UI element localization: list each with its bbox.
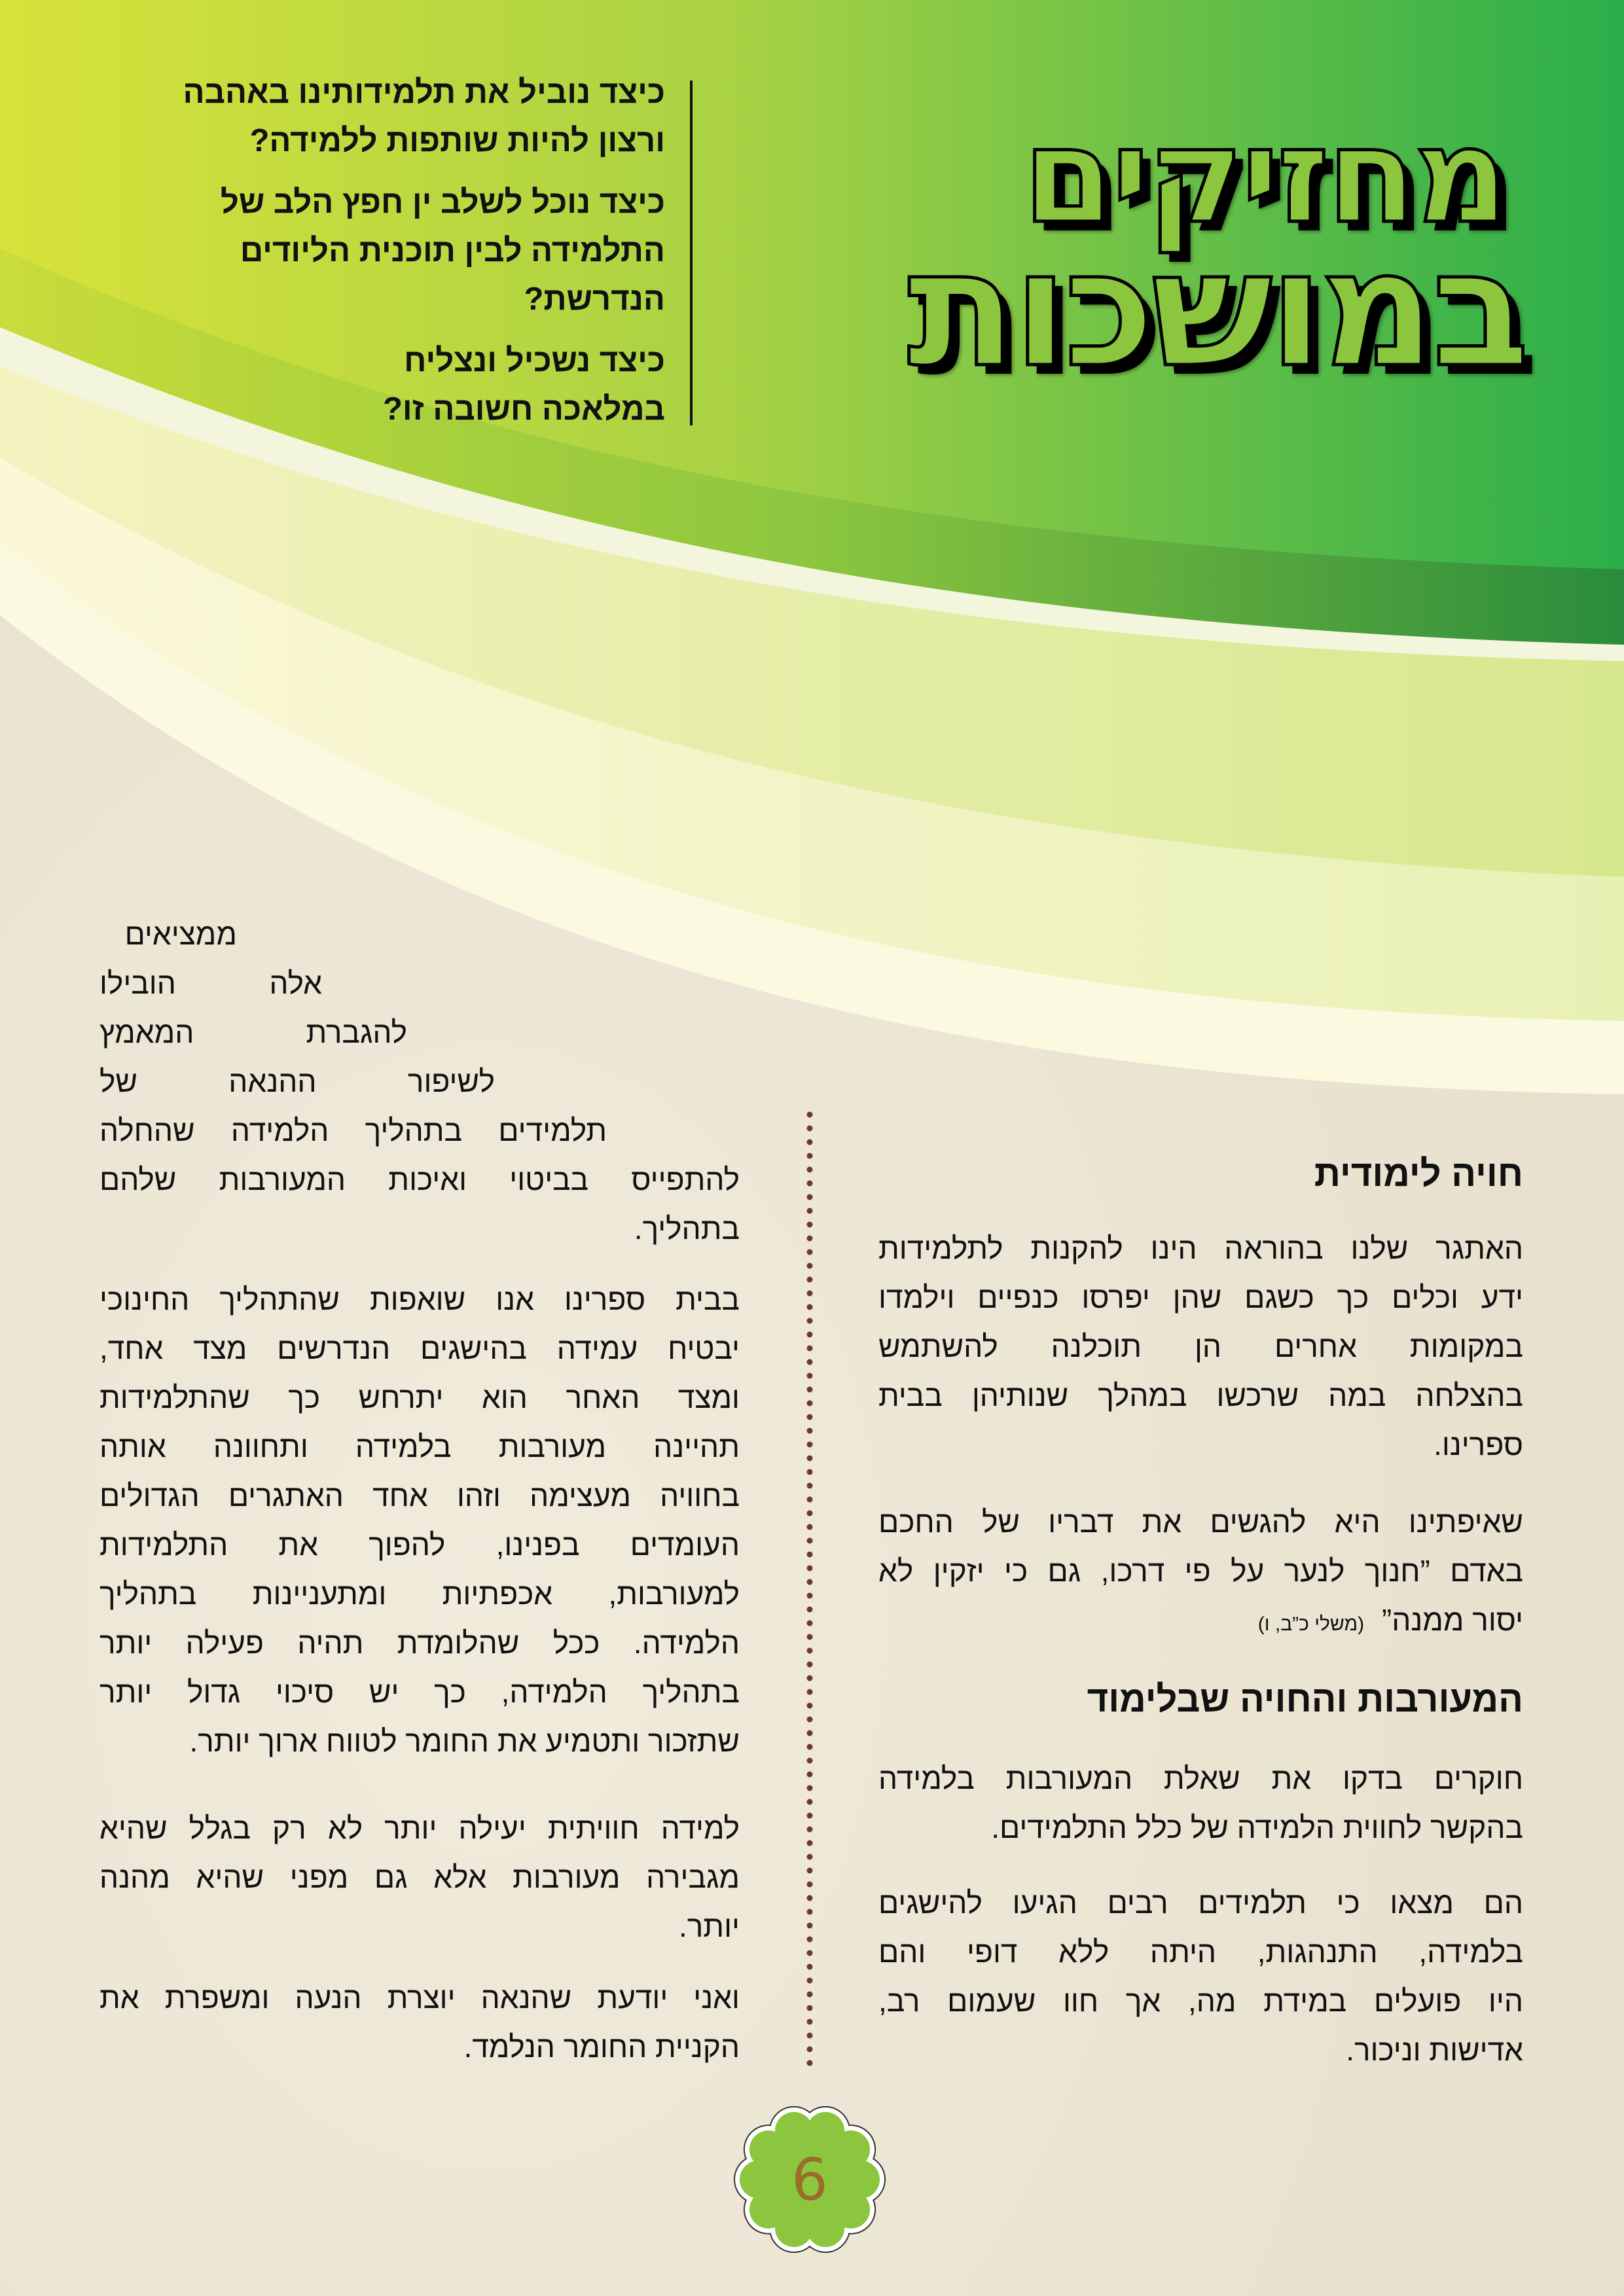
paragraph [99, 1275, 740, 1766]
text-line-content: ממציאים [124, 917, 237, 951]
text-line [878, 1498, 1523, 1547]
divider-dot [807, 1428, 813, 1434]
text-line-content: בתהליך הלמידה, כך יש סיכוי גדול יותר [99, 1675, 740, 1709]
divider-dot [807, 1772, 813, 1778]
question-line: הנדרשת? [524, 281, 665, 317]
text-line [878, 1322, 1523, 1371]
text-line [99, 1804, 740, 1853]
section-heading-engagement: המעורבות והחויה שבלימוד [1087, 1678, 1523, 1719]
divider-dot [807, 1552, 813, 1558]
divider-dot [807, 1854, 813, 1860]
text-line [99, 1324, 740, 1373]
text-line-content: מגבירה מעורבות אלא גם מפני שהיא מהנה [99, 1860, 740, 1894]
divider-dot [807, 1112, 813, 1118]
paragraph [878, 1224, 1523, 1469]
text-line-content: להתפייס בביטוי ואיכות המעורבות שלהם [99, 1162, 740, 1196]
divider-dot [807, 1648, 813, 1654]
text-line-content: תהיינה מעורבות בלמידה ותחוונה אותה [99, 1429, 740, 1463]
divider-dot [807, 1634, 813, 1640]
text-line [99, 1853, 740, 1902]
divider-dot [807, 2060, 813, 2066]
divider-dot [807, 1401, 813, 1407]
divider-dot [807, 1167, 813, 1173]
divider-dot [807, 1126, 813, 1132]
text-line [99, 959, 322, 1008]
divider-dot [807, 1827, 813, 1833]
text-line-content: ומצד האחר הוא יתרחש כך שהתלמידות [99, 1380, 740, 1414]
text-line [878, 1977, 1523, 2026]
divider-dot [807, 1799, 813, 1805]
question-line: כיצד נוביל את תלמידותינו באהבה [183, 75, 665, 110]
divider-dot [807, 1593, 813, 1599]
divider-dot [807, 2033, 813, 2039]
divider-dot [807, 1895, 813, 1901]
text-line [99, 1275, 740, 1324]
divider-dot [807, 1469, 813, 1475]
divider-dot [807, 1236, 813, 1242]
text-line-content: תלמידים בתהליך הלמידה שהחלה [99, 1113, 607, 1147]
divider-dot [807, 1318, 813, 1324]
divider-dot [807, 1703, 813, 1709]
text-line-content: למעורבות, אכפתיות ומתעניינות בתהליך [99, 1577, 740, 1611]
text-line-content: ספרינו. [1434, 1427, 1523, 1462]
divider-dot [807, 1524, 813, 1530]
divider-dot [807, 1813, 813, 1819]
text-line [878, 1224, 1523, 1273]
text-line-content: הקניית החומר הנלמד. [463, 2030, 740, 2064]
text-line-content: הם מצאו כי תלמידים רבים הגיעו להישגים [878, 1886, 1523, 1920]
divider-dot [807, 1442, 813, 1448]
divider-dot [807, 1208, 813, 1214]
divider-dot [807, 1387, 813, 1393]
divider-dot [807, 1511, 813, 1516]
text-line [99, 1668, 740, 1717]
text-line-content: אדישות וניכור. [1346, 2033, 1523, 2067]
text-line-content: לשיפור ההנאה של [99, 1064, 495, 1098]
text-line [99, 1373, 740, 1422]
text-line-content: באדם ”חנוך לנער על פי דרכו, גם כי יזקין לא [878, 1554, 1523, 1588]
text-line [878, 1273, 1523, 1322]
divider-dot [807, 1744, 813, 1750]
text-line-content: למידה חוויתית יעילה יותר לא רק בגלל שהיא [99, 1811, 740, 1845]
text-line-content: שאיפתינו היא להגשים את דבריו של החכם [878, 1505, 1523, 1539]
text-line-content: במקומות אחרים הן תוכלנה להשתמש [878, 1329, 1523, 1363]
paragraph [878, 1498, 1523, 1645]
question-line: התלמידה לבין תוכנית הליודים [240, 233, 665, 268]
divider-dot [807, 1992, 813, 1998]
text-line [99, 2022, 740, 2072]
text-line-content: חוקרים בדקו את שאלת המעורבות בלמידה [878, 1761, 1523, 1795]
page-number: 6 [791, 2145, 828, 2214]
text-line [99, 910, 237, 959]
text-line-content: אלה הובילו [99, 966, 322, 1000]
divider-dot [807, 1153, 813, 1159]
text-line [99, 1717, 740, 1766]
text-line [878, 1371, 1523, 1420]
divider-dot [807, 1840, 813, 1846]
divider-dot [807, 1538, 813, 1544]
divider-dot [807, 2005, 813, 2011]
text-line [99, 1619, 740, 1668]
divider-dot [807, 1483, 813, 1489]
divider-dot [807, 1621, 813, 1626]
text-line [99, 1902, 740, 1951]
divider-dot [807, 1346, 813, 1352]
text-line [878, 1928, 1523, 1977]
divider-dot [807, 1950, 813, 1956]
paragraph [878, 1878, 1523, 2075]
text-line-content: בבית ספרינו אנו שואפות שהתהליך החינוכי [99, 1282, 740, 1316]
divider-dot [807, 1304, 813, 1310]
text-line [99, 1204, 740, 1253]
text-line-content: בתהליך. [634, 1211, 740, 1246]
divider-dot [807, 1868, 813, 1874]
text-line-content: בחוויה מעצימה וזהו אחד האתגרים הגדולים [99, 1479, 740, 1513]
right-column [878, 0, 1523, 2296]
text-line-content: שתזכור ותטמיע את החומר לטווח ארוך יותר. [189, 1724, 740, 1758]
divider-dot [807, 1964, 813, 1970]
citation: (משלי כ”ב, ו) [1257, 1613, 1365, 1635]
text-line [99, 1520, 740, 1570]
text-line [99, 1973, 740, 2022]
divider-dot [807, 1332, 813, 1338]
text-line-content: בלמידה, התנהגות, היתה ללא דופי והם [878, 1935, 1523, 1969]
divider-dot [807, 1717, 813, 1723]
text-line [878, 1547, 1523, 1596]
text-line-content: להגברת המאמץ [99, 1015, 407, 1049]
dotted-column-divider [803, 1109, 816, 2072]
question-line: כיצד נוכל לשלב ין חפץ הלב של [220, 185, 665, 220]
title-line-1: מחזיקים [1022, 100, 1506, 253]
text-line [99, 1422, 740, 1471]
text-line [878, 1803, 1523, 1852]
text-line [99, 1008, 407, 1057]
divider-dot [807, 1731, 813, 1736]
left-column [99, 0, 740, 2296]
divider-dot [807, 1758, 813, 1764]
paragraph [99, 1973, 740, 2072]
text-line-content: בהקשר לחווית הלמידה של כלל התלמידים. [991, 1810, 1523, 1844]
text-line [99, 1106, 607, 1155]
divider-dot [807, 1785, 813, 1791]
text-line [878, 1420, 1523, 1469]
text-line-content: העומדים בפנינו, להפוך את התלמידות [99, 1528, 740, 1562]
divider-dot [807, 1662, 813, 1668]
divider-dot [807, 1923, 813, 1929]
divider-dot [807, 1249, 813, 1255]
divider-dot [807, 1909, 813, 1915]
question-line: ורצון להיות שותפות ללמידה? [249, 123, 665, 158]
divider-dot [807, 2019, 813, 2025]
divider-dot [807, 1497, 813, 1503]
divider-dot [807, 1882, 813, 1888]
text-line-content: בהצלחה במה שרכשו במהלך שנותיהן בבית [878, 1378, 1523, 1412]
text-line-content: הלמידה. ככל שהלומדת תהיה פעילה יותר [99, 1626, 740, 1660]
divider-dot [807, 1222, 813, 1228]
text-line-content: ידע וכלים כך כשגם שהן יפרסו כנפיים וילמדו [878, 1280, 1523, 1314]
text-line [878, 2026, 1523, 2075]
divider-dot [807, 1194, 813, 1200]
text-line-content: יבטיח עמידה בהישגים הנדרשים מצד אחד, [99, 1331, 740, 1365]
divider-dot [807, 1291, 813, 1297]
text-line-content: ואני יודעת שהנאה יוצרת הנעה ומשפרת את [99, 1981, 740, 2015]
divider-dot [807, 1456, 813, 1462]
text-line [99, 1155, 740, 1204]
divider-dot [807, 1277, 813, 1283]
text-line-content: האתגר שלנו בהוראה הינו להקנות לתלמידות [878, 1231, 1523, 1265]
question-line: כיצד נשכיל ונצליח [404, 343, 665, 378]
text-line [878, 1878, 1523, 1928]
text-line [878, 1754, 1523, 1803]
divider-dot [807, 1607, 813, 1613]
text-line [99, 1570, 740, 1619]
text-line-content: יסור ממנה” [1381, 1603, 1523, 1637]
divider-dot [807, 1373, 813, 1379]
divider-dot [807, 2047, 813, 2053]
section-heading-learning-experience: חויה לימודית [1314, 1153, 1523, 1194]
divider-dot [807, 1566, 813, 1571]
divider-dot [807, 1689, 813, 1695]
divider-dot [807, 1937, 813, 1943]
text-line [99, 1471, 740, 1520]
divider-dot [807, 1978, 813, 1984]
text-line-content: היו פועלים במידת מה, אך חוו שעמום רב, [878, 1984, 1523, 2018]
divider-dot [807, 1181, 813, 1187]
text-line [878, 1596, 1523, 1645]
divider-dot [807, 1414, 813, 1420]
divider-dot [807, 1579, 813, 1585]
paragraph [99, 910, 740, 1253]
divider-dot [807, 1263, 813, 1269]
divider-dot [807, 1676, 813, 1681]
text-line-content: יותר. [678, 1909, 740, 1943]
divider-dot [807, 1359, 813, 1365]
question-line: במלאכה חשובה זו? [383, 391, 665, 427]
title-line-2: במושכות [907, 216, 1526, 403]
paragraph [878, 1754, 1523, 1852]
text-line [99, 1057, 495, 1106]
paragraph [99, 1804, 740, 1951]
divider-dot [807, 1139, 813, 1145]
